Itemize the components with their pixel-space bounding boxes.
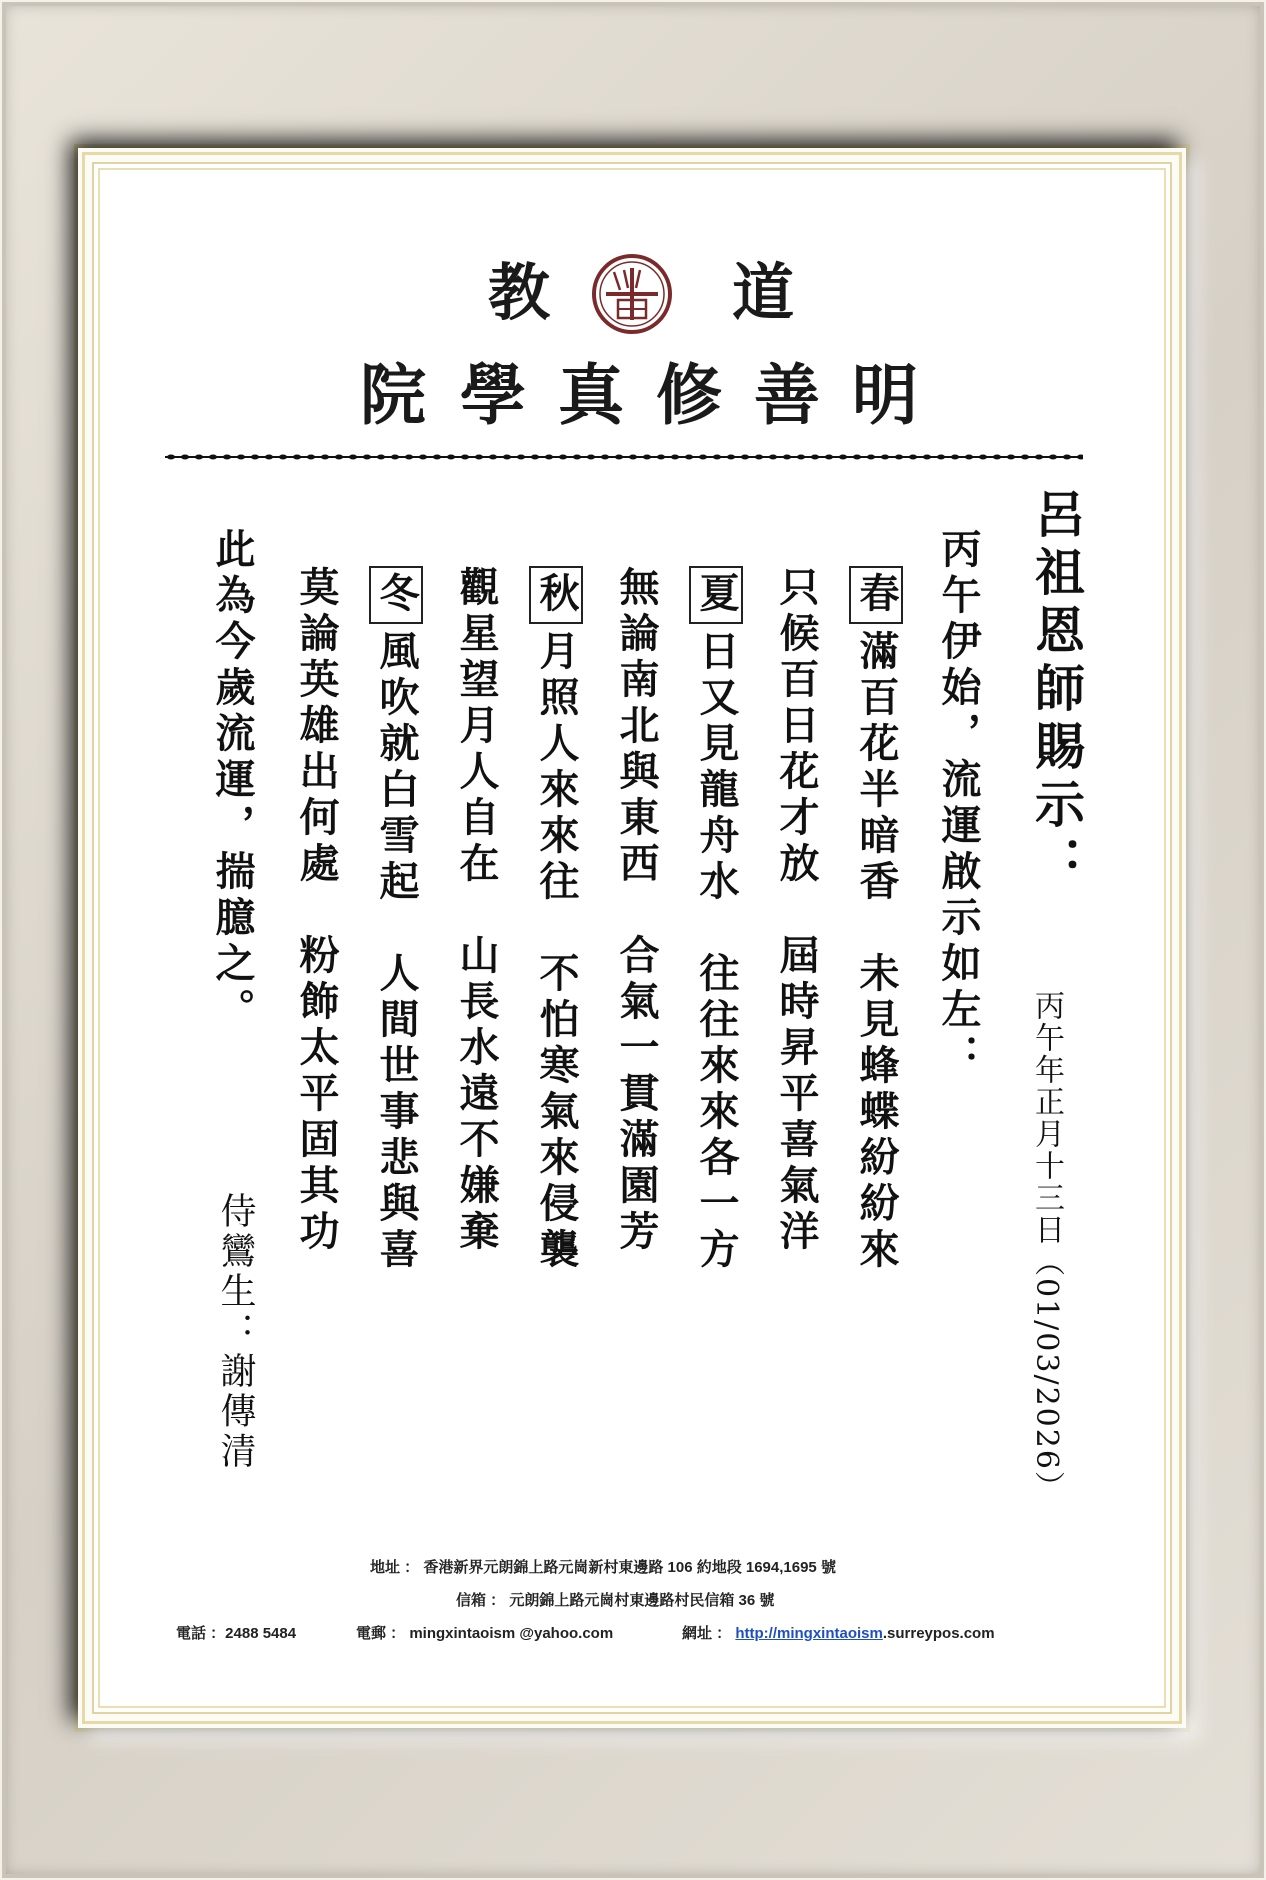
- footer-website: [682, 1622, 995, 1643]
- header-char-jiao: 教: [488, 256, 551, 329]
- season-boxed-char: 冬: [369, 566, 423, 624]
- header-char-shan: 善: [754, 356, 820, 434]
- footer-email: 電郵 ： mingxintaoism @yahoo.com: [356, 1625, 614, 1642]
- closing-line: 此為今歲流運，揣臆之。: [209, 528, 256, 1034]
- ornamental-divider: [165, 451, 1083, 463]
- footer-pobox: 信箱 ： 元朗錦上路元崗村東邊路村民信箱 36 號: [456, 1592, 775, 1609]
- season-boxed-char: 夏: [689, 566, 743, 624]
- footer-address: 地址 ： 香港新界元朗錦上路元崗新村東邊路 106 約地段 1694,1695 號: [370, 1559, 836, 1576]
- header-char-ming: 明: [852, 356, 918, 434]
- poem-column: [608, 566, 665, 1256]
- date-line: 丙午年正月十三日（01/03/2026）: [1029, 990, 1064, 1503]
- main-title: 呂祖恩師賜示：: [1027, 488, 1086, 894]
- intro-line: 丙午伊始，流運啟示如左：: [935, 528, 982, 1080]
- poem-column: [848, 566, 905, 1274]
- poem-line-text: 滿百花半暗香 未見蜂蝶紛紛來: [853, 630, 900, 1274]
- poem-line-text: 無論南北與東西 合氣一貫滿園芳: [613, 566, 660, 1256]
- poem-column: [448, 566, 505, 1256]
- website-label: 網址 ：: [682, 1625, 736, 1642]
- poem-line-text: 日又見龍舟水 往往來來各一方: [693, 630, 740, 1274]
- signature: 侍鸞生：謝傳清: [215, 1192, 256, 1472]
- season-boxed-char: 春: [849, 566, 903, 624]
- poem-column: [528, 566, 585, 1274]
- poem-line-text: 觀星望月人自在 山長水遠不嫌棄: [453, 566, 500, 1256]
- website-rest: .surreypos.com: [882, 1625, 995, 1642]
- header-char-xiu: 修: [656, 356, 722, 434]
- poem-column: [688, 566, 745, 1274]
- poem-column: [768, 566, 825, 1256]
- header-char-dao: 道: [732, 256, 795, 329]
- website-link[interactable]: http://mingxintaoism: [735, 1625, 883, 1642]
- header-char-yuan: 院: [360, 356, 426, 434]
- poem-line-text: 只候百日花才放 屆時昇平喜氣洋: [773, 566, 820, 1256]
- poem-line-text: 月照人來來往 不怕寒氣來侵襲: [533, 630, 580, 1274]
- poem-line-text: 莫論英雄出何處 粉飾太平固其功: [293, 566, 340, 1256]
- temple-seal-logo-icon: [590, 252, 674, 336]
- footer-phone: 電話 ：2488 5484: [176, 1625, 297, 1642]
- season-boxed-char: 秋: [529, 566, 583, 624]
- poem-column: [368, 566, 425, 1274]
- header-char-xue: 學: [460, 356, 526, 434]
- poem-line-text: 風吹就白雪起 人間世事悲與喜: [373, 630, 420, 1274]
- header-char-zhen: 真: [558, 356, 624, 434]
- poem-column: [288, 566, 345, 1256]
